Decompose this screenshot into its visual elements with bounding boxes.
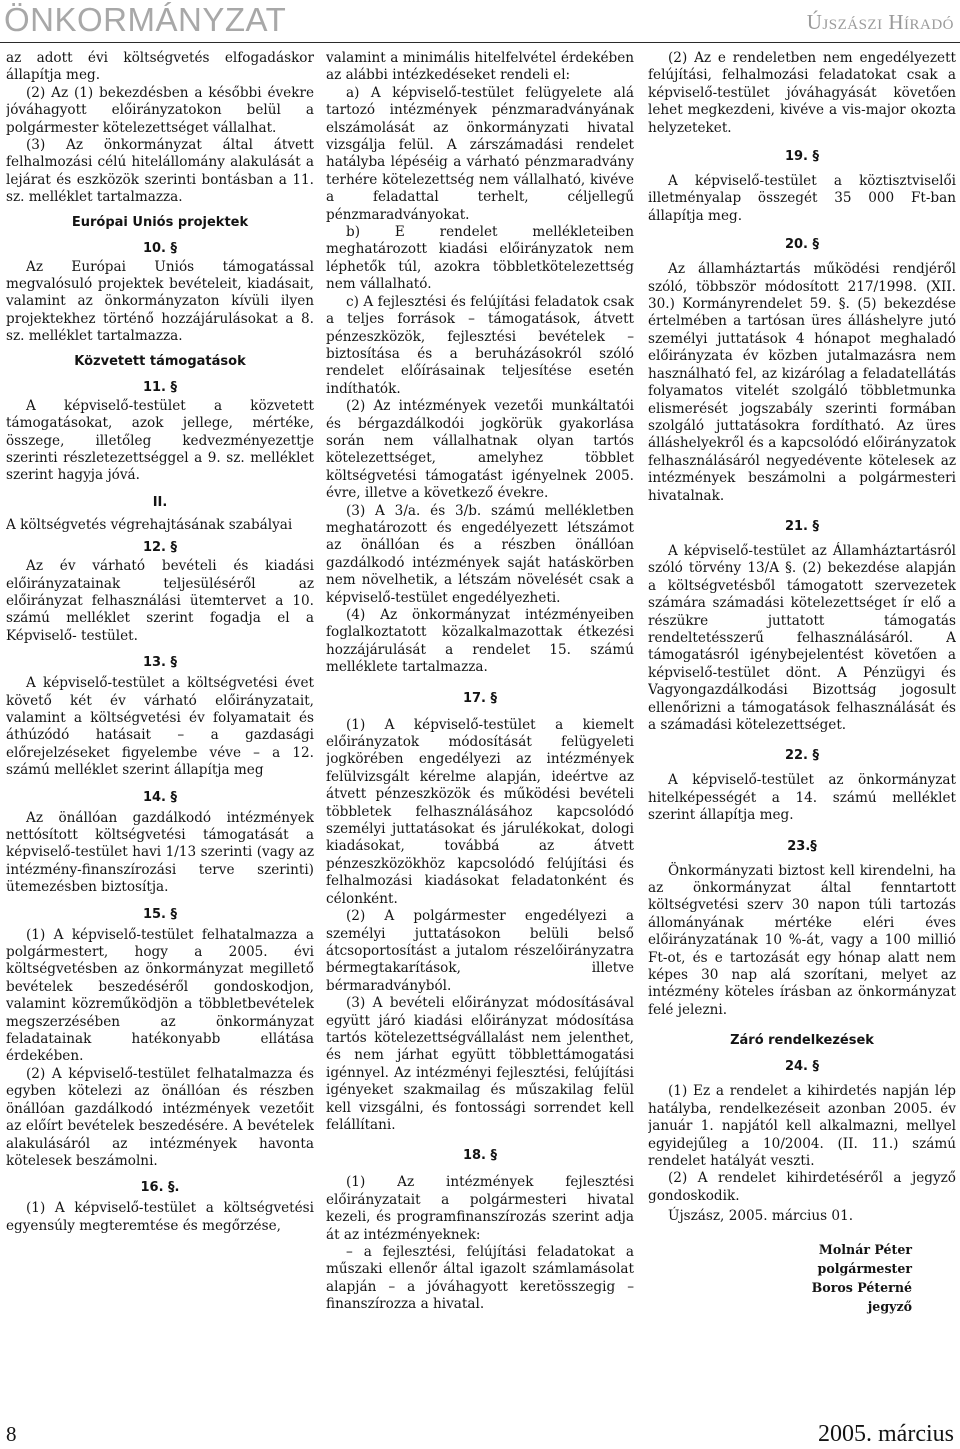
section-number: 14. § bbox=[142, 789, 178, 805]
page-header bbox=[0, 0, 960, 46]
paragraph: (1) A képviselő-testület a költségvetési egyensúly megteremtése és megőrzése, bbox=[6, 1200, 314, 1234]
paragraph: (3) Az önkormányzat által átvett felhalmozási célú hitelállomány alakulását a lejárat és eszközök szerinti bontásban a 11. sz. melléklet tartalmazza. bbox=[6, 137, 314, 206]
section-number: 12. § bbox=[142, 540, 178, 556]
section-number: 22. § bbox=[784, 748, 820, 764]
signatory-name: Molnár Péter bbox=[818, 1241, 912, 1257]
section-number: 21. § bbox=[784, 518, 820, 534]
paragraph: (1) A képviselő-testület felhatalmazza a polgármestert, hogy a 2005. évi költségvetésben az önkormányzat megillető bevételek beszedéséről gondoskodjon, valamint közreműködjön a többletbevételek megszerzésében az önkormányzat feladatainak hatékonyabb ellátása érdekében. bbox=[6, 926, 314, 1065]
paragraph: (3) A 3/a. és 3/b. számú mellékletben meghatározott és engedélyezett létszámot az önállóan és a részben önállóan gazdálkodó intézmények saját hatáskörben nem növelhetik, a létszám növelését csak a képviselő-testület engedélyezheti. bbox=[326, 502, 634, 606]
paragraph: – a fejlesztési, felújítási feladatokat a műszaki ellenőr által igazolt számlamásolat alapján – a jóváhagyott keretösszegig – finanszírozza a hivatal. bbox=[326, 1244, 634, 1313]
section-number: 16. §. bbox=[140, 1180, 180, 1196]
section-number: 23.§ bbox=[787, 838, 817, 854]
section-title: ÖNKORMÁNYZAT bbox=[4, 1, 287, 38]
signatory-title: jegyző bbox=[867, 1298, 912, 1314]
paragraph: (2) Az e rendeletben nem engedélyezett felújítási, felhalmozási feladatokat csak a képviselő-testület jóváhagyását követően lehet megkezdeni, kivéve a vis-major okozta helyzeteket. bbox=[648, 50, 956, 136]
paragraph: A képviselő-testület a közvetett támogatásokat, azok jellege, mértéke, összege, illetőleg kedvezményezettje szerinti részletezettséggel a 9. sz. melléklet szerint hagyja jóvá. bbox=[6, 397, 314, 484]
paragraph: Önkormányzati biztost kell kirendelni, ha az önkormányzat által fenntartott költségvetési szerv 30 napon túli tartozás állományának mértéke eléri éves előirányzatának 10 %-át, vagy a 100 millió Ft-ot, és e tartozását egy hónap alatt nem képes 30 nap alá szorítani, melyet az intézmény köteles írásban az önkormányzat felé jelezni. bbox=[648, 862, 956, 1018]
text-column-3 bbox=[648, 50, 956, 1416]
paragraph: (2) A polgármester engedélyezi a személyi juttatásokon belüli belső átcsoportosítást a jutalom részelőirányzatra bérmegtakarítások, illetve bérmaradványból. bbox=[326, 908, 634, 994]
paragraph: A képviselő-testület az Államháztartásról szóló törvény 13/A §. (2) bekezdése alapján a költségvetésből támogatott szervezetek számára számadási kötelezettséget ír elő a részükre juttatott támogatás rendeltetésszerű felhasználásáról. A támogatásról igénybejelentést követően a képviselő-testület dönt. A Pénzügyi és Vagyongazdálkodási Bizottság jogosult ellenőrizni a támogatások felhasználását és a számadási kötelezettséget. bbox=[648, 542, 956, 733]
paragraph: (1) A képviselő-testület a kiemelt előirányzatok módosítását felügyeleti jogkörében engedélyezi az intézmények felülvizsgált kérelme alapján, ideértve az átvett pénzeszközök és működési bevételi többletek felhasználásához kapcsolódó személyi juttatásokat és járulékokat, dologi kiadásokat, továbbá az átvett pénzeszközökhöz kapcsolódó felújítási és felhalmozási kiadásokat feladatonként és célonként. bbox=[326, 716, 634, 907]
paragraph: (1) Az intézmények fejlesztési előirányzatait a polgármesteri hivatal kezeli, és programfinanszírozás szerint adja át az intézményeknek: bbox=[326, 1174, 634, 1243]
section-number: 17. § bbox=[462, 690, 498, 706]
signatures bbox=[648, 1240, 956, 1316]
text-column-1 bbox=[6, 50, 314, 1416]
chapter-title: A költségvetés végrehajtásának szabályai bbox=[6, 516, 293, 533]
paragraph: valamint a minimális hitelfelvétel érdekében az alábbi intézkedéseket rendeli el: bbox=[326, 50, 634, 84]
subheading-indirect-support: Közvetett támogatások bbox=[74, 353, 246, 369]
section-number: 24. § bbox=[784, 1059, 820, 1075]
section-number: 19. § bbox=[784, 149, 820, 165]
paragraph: (2) Az intézmények vezetői munkáltatói és bérgazdálkodói jogkörük gyakorlása során nem vállalhatnak olyan tartós kötelezettséget, amelyhez többlet költségvetési támogatást igényelnek 2005. évre, illetve a következő évekre. bbox=[326, 398, 634, 502]
section-number: 13. § bbox=[142, 655, 178, 671]
section-number: 11. § bbox=[142, 379, 178, 395]
paragraph: a) A képviselő-testület felügyelete alá tartozó intézmények pénzmaradványának elszámolását az önkormányzati hivatal vizsgálja felül. A zárszámadási rendelet hatályba lépéséig a várható pénzmaradvány terhére kötelezettség nem vállalható, kivéve a feladattal terhelt, céljellegű pénzmaradványokat. bbox=[326, 84, 634, 223]
chapter-number: II. bbox=[152, 494, 168, 510]
section-number: 10. § bbox=[142, 240, 178, 256]
paragraph: A képviselő-testület a költségvetési évet követő két év várható előirányzatait, valamint a költségvetési év folyamatait és áthúzódó hatásait – a gazdasági előrejelzéseket figyelembe véve – a 12. számú melléklet szerint állapítja meg bbox=[6, 675, 314, 779]
signatory-name: Boros Péterné bbox=[811, 1279, 912, 1295]
paragraph: A képviselő-testület az önkormányzat hitelképességét a 14. számú melléklet szerint állapítja meg. bbox=[648, 772, 956, 824]
issue-date: 2005. március bbox=[818, 1421, 954, 1447]
paragraph: Az év várható bevételi és kiadási előirányzatainak teljesüléséről az előirányzat felhasználási ütemtervet a 10. számú melléklet szerint fogadja el a Képviselő- testület. bbox=[6, 558, 314, 644]
paragraph: (2) A képviselő-testület felhatalmazza és egyben kötelezi az önállóan és részben önállóan gazdálkodó intézmények vezetőit az előírt bevételek beszedésére. A bevételek alakulásáról az intézmények havonta kötelesek beszámolni. bbox=[6, 1065, 314, 1169]
paragraph: c) A fejlesztési és felújítási feladatok csak a teljes források – támogatások, átvett pénzeszközök, fejlesztési bevételek – biztosítása és a beruházásokról szóló rendelet előírásainak teljesítése esetén indíthatók. bbox=[326, 293, 634, 397]
paragraph: (2) Az (1) bekezdésben a későbbi évekre jóváhagyott előirányzatokon belül a polgármester kötelezettséget vállalhat. bbox=[6, 84, 314, 136]
page-number: 8 bbox=[6, 1422, 17, 1446]
paragraph: Az államháztartás működési rendjéről szóló, többször módosított 217/1998. (XII. 30.) Kormányrendelet 59. §. (5) bekezdése értelmében a tartósan üres álláshelyre jutó személyi juttatások 4 hónapot meghaladó előirányzata év közben jutalmazásra nem használható fel, az kizárólag a feladatellátás folyamatos vitelét szolgáló többletmunka elismerését jogszabály szerinti formában szolgáló juttatásokra fordítható. Az üres álláshelyekről és a kapcsolódó előirányzatok felhasználásáról negyedévente kötelesek az intézmények beszámolni a polgármesteri hivatalnak. bbox=[648, 261, 956, 504]
section-number: 20. § bbox=[784, 237, 820, 253]
section-number: 15. § bbox=[142, 906, 178, 922]
subheading-closing-provisions: Záró rendelkezések bbox=[730, 1033, 874, 1049]
header-divider bbox=[0, 42, 960, 43]
paragraph: (3) A bevételi előirányzat módosításával együtt járó kiadási előirányzat módosítása tartós kötelezettségvállalást nem jelenthet, és nem járhat együtt többlettámogatási igénnyel. Az intézményi fejlesztési, felújítási igényeket szakmailag és műszakilag felül kell vizsgálni, és fontossági sorrendet kell felállítani. bbox=[326, 995, 634, 1133]
paragraph: Az önállóan gazdálkodó intézmények nettósított költségvetési támogatását a képviselő-testület havi 1/13 szerinti (vagy az intézmény-finanszírozási terve szerinti) ütemezésben biztosítja. bbox=[6, 809, 314, 896]
newspaper-title: Újszászi Híradó bbox=[806, 10, 954, 34]
paragraph: (4) Az önkormányzat intézményeiben foglalkoztatott közalkalmazottak étkezési hozzájárulását a rendelet 15. számú melléklete tartalmazza. bbox=[326, 607, 634, 676]
section-number: 18. § bbox=[462, 1148, 498, 1164]
paragraph: A képviselő-testület a köztisztviselői illetményalap összegét 35 000 Ft-ban állapítja meg. bbox=[648, 173, 956, 224]
text-column-2 bbox=[326, 50, 634, 1416]
paragraph: b) E rendelet mellékleteiben meghatározott kiadási előirányzatok nem léphetők túl, azokra többletkötelezettség nem vállalható. bbox=[326, 224, 634, 293]
place-and-date: Újszász, 2005. március 01. bbox=[668, 1208, 854, 1225]
paragraph: Az Európai Uniós támogatással megvalósuló projektek bevételeit, kiadásait, valamint az önkormányzaton kívüli ilyen projektekhez történő hozzájárulásokat a 8. sz. melléklet tartalmazza. bbox=[6, 258, 314, 345]
paragraph: (2) A rendelet kihirdetéséről a jegyző gondoskodik. bbox=[648, 1170, 956, 1204]
paragraph: az adott évi költségvetés elfogadáskor állapítja meg. bbox=[6, 50, 314, 84]
subheading-eu-projects: Európai Uniós projektek bbox=[71, 214, 249, 230]
signatory-title: polgármester bbox=[817, 1260, 912, 1276]
paragraph: (1) Ez a rendelet a kihirdetés napján lép hatályba, rendelkezéseit azonban 2005. év január 1. napjától kell alkalmazni, mellyel egyidejűleg a 10/2004. (II. 11.) számú rendelet hatályát veszti. bbox=[648, 1083, 956, 1169]
